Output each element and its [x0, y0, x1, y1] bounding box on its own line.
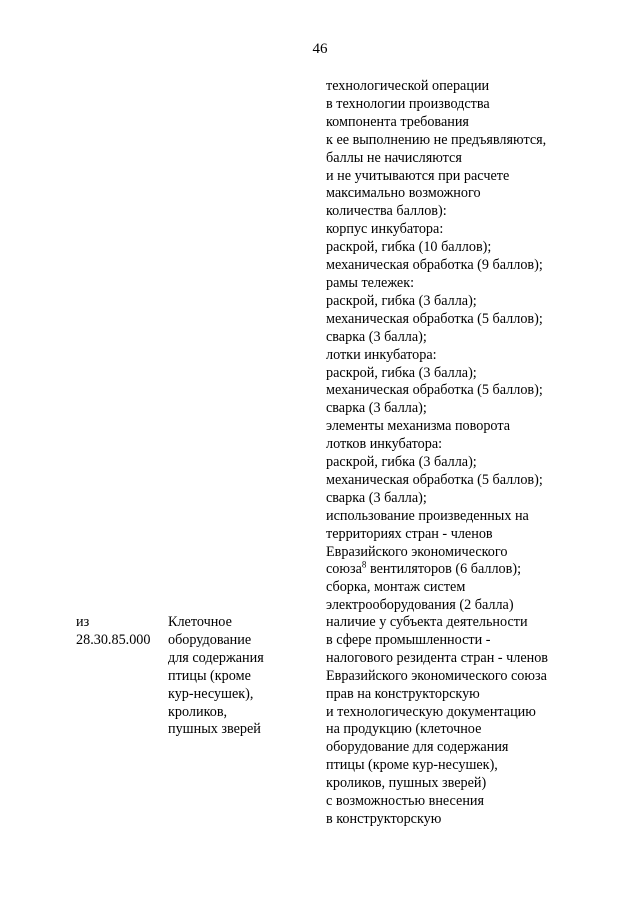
text-line: использование произведенных на	[326, 507, 529, 524]
requirement-line: на продукцию (клеточное	[326, 721, 482, 738]
text-line: компонента требования	[326, 113, 469, 130]
text-line: раскрой, гибка (3 балла);	[326, 364, 477, 381]
name-line: пушных зверей	[168, 721, 261, 738]
name-line: Клеточное	[168, 614, 232, 630]
row-name-cell	[168, 614, 318, 739]
text-line: механическая обработка (5 баллов);	[326, 310, 543, 327]
text-line: лотков инкубатора:	[326, 436, 443, 453]
text-line: сварка (3 балла);	[326, 328, 427, 345]
requirement-line: прав на конструкторскую	[326, 685, 480, 702]
text-line: корпус инкубатора:	[326, 221, 444, 238]
text-line: электрооборудования (2 балла)	[326, 597, 514, 614]
text-line: механическая обработка (5 баллов);	[326, 471, 543, 488]
continuation-block	[326, 78, 626, 615]
text-line: максимально возможного	[326, 185, 481, 202]
requirement-line: в конструкторскую	[326, 810, 442, 827]
union-line-rest: вентиляторов (6 баллов);	[366, 561, 522, 578]
row-code-cell	[76, 614, 166, 650]
requirement-line: налогового резидента стран - членов	[326, 649, 549, 666]
name-line: кур-несушек),	[168, 685, 254, 702]
text-line: раскрой, гибка (3 балла);	[326, 292, 477, 309]
requirement-line: оборудование для содержания	[326, 739, 509, 756]
union-line	[326, 561, 626, 579]
code-value: 28.30.85.000	[76, 631, 151, 648]
text-line: сварка (3 балла);	[326, 489, 427, 506]
text-line: механическая обработка (9 баллов);	[326, 257, 543, 274]
text-line: элементы механизма поворота	[326, 418, 511, 435]
name-line: для содержания	[168, 649, 264, 666]
requirement-line: кроликов, пушных зверей)	[326, 775, 487, 792]
text-line: технологической операции	[326, 78, 490, 94]
requirement-line: Евразийского экономического союза	[326, 667, 547, 684]
text-line: раскрой, гибка (10 баллов);	[326, 239, 492, 256]
text-line: рамы тележек:	[326, 274, 415, 291]
text-line: сварка (3 балла);	[326, 400, 427, 417]
union-word: союза	[326, 561, 362, 578]
row-requirement-cell	[326, 614, 626, 829]
footnote-marker: 8	[361, 559, 367, 570]
text-line: количества баллов):	[326, 203, 447, 220]
name-line: кроликов,	[168, 703, 228, 720]
requirement-line: с возможностью внесения	[326, 793, 485, 810]
text-line: к ее выполнению не предъявляются,	[326, 131, 547, 148]
text-line: и не учитываются при расчете	[326, 167, 510, 184]
requirement-line: птицы (кроме кур-несушек),	[326, 757, 498, 774]
text-line: в технологии производства	[326, 95, 490, 112]
text-line: раскрой, гибка (3 балла);	[326, 454, 477, 471]
code-prefix: из	[76, 614, 90, 630]
requirement-line: наличие у субъекта деятельности	[326, 614, 528, 630]
page-number: 46	[312, 41, 328, 57]
requirement-line: в сфере промышленности -	[326, 631, 491, 648]
text-line: Евразийского экономического	[326, 543, 508, 560]
text-line: механическая обработка (5 баллов);	[326, 382, 543, 399]
requirement-line: и технологическую документацию	[326, 703, 536, 720]
text-line: сборка, монтаж систем	[326, 579, 466, 596]
name-line: оборудование	[168, 631, 252, 648]
text-line: территориях стран - членов	[326, 525, 493, 542]
name-line: птицы (кроме	[168, 667, 251, 684]
text-line: лотки инкубатора:	[326, 346, 437, 363]
text-line: баллы не начисляются	[326, 149, 462, 166]
